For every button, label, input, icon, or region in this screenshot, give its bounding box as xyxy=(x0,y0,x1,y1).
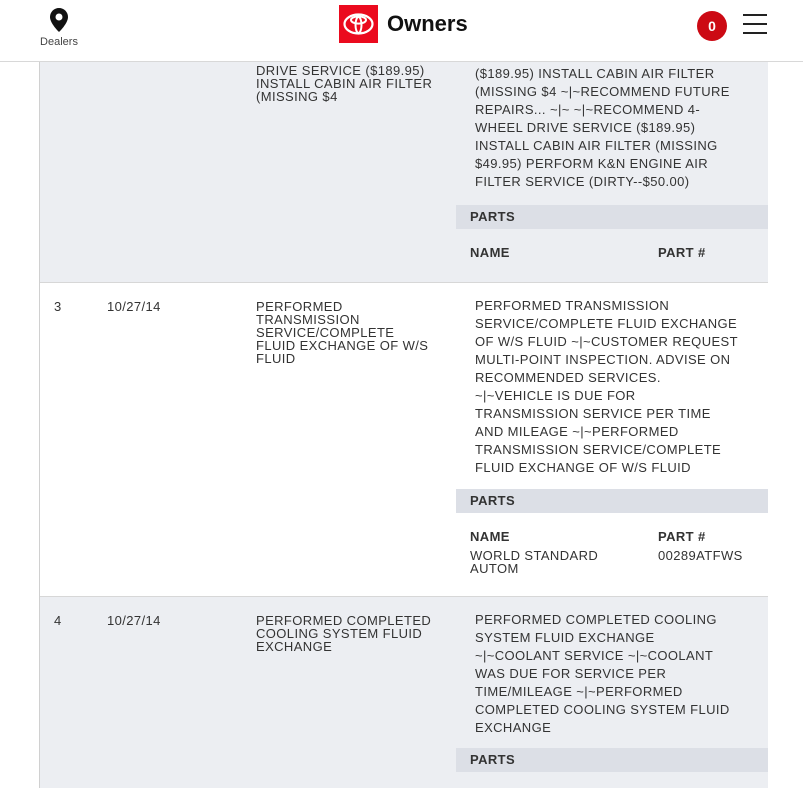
site-header xyxy=(0,0,803,62)
dealers-link[interactable] xyxy=(32,8,86,48)
row-summary: PERFORMED TRANSMISSION SERVICE/COMPLETE FLUID EXCHANGE OF W/S FLUID xyxy=(256,299,429,366)
row-detail: PERFORMED TRANSMISSION SERVICE/COMPLETE FLUID EXCHANGE OF W/S FLUID ~|~CUSTOMER REQUEST MULTI-POINT INSPECTION. ADVISE ON RECOMMENDED SERVICES. ~|~VEHICLE IS DUE FOR TRANSMISSION SERVICE PER TIME AND MILEAGE ~|~PERFORMED TRANSMISSION SERVICE/COMPLETE FLUID EXCHANGE OF W/S FLUID xyxy=(475,298,738,475)
table-row xyxy=(40,597,768,788)
dealers-label: Dealers xyxy=(40,36,78,48)
part-name: WORLD STANDARD AUTOM xyxy=(470,548,599,576)
parts-header: PARTS xyxy=(456,205,768,229)
row-date: 10/27/14 xyxy=(107,613,161,628)
parts-number-header: PART # xyxy=(658,529,706,544)
service-history-table xyxy=(39,0,768,788)
toyota-logo[interactable] xyxy=(339,5,378,43)
brand-title[interactable]: Owners xyxy=(387,11,468,36)
parts-header: PARTS xyxy=(456,489,768,513)
parts-header: PARTS xyxy=(456,748,768,772)
row-detail: PERFORMED COMPLETED COOLING SYSTEM FLUID EXCHANGE ~|~COOLANT SERVICE ~|~COOLANT WAS DUE FOR SERVICE PER TIME/MILEAGE ~|~PERFORMED COMPLETED COOLING SYSTEM FLUID EXCHANGE xyxy=(475,612,730,735)
toyota-emblem-icon xyxy=(339,5,378,43)
cart-badge[interactable]: 0 xyxy=(697,11,727,41)
row-divider xyxy=(40,282,768,283)
hamburger-menu-icon[interactable] xyxy=(743,14,767,34)
part-number: 00289ATFWS xyxy=(658,548,743,563)
row-number: 4 xyxy=(54,613,62,628)
parts-name-header: NAME xyxy=(470,245,510,260)
row-detail: ($189.95) INSTALL CABIN AIR FILTER (MISSING $4 ~|~RECOMMEND FUTURE REPAIRS... ~|~ ~|~RECOMMEND 4-WHEEL DRIVE SERVICE ($189.95) INSTALL CABIN AIR FILTER (MISSING $49.95) PERFORM K&N ENGINE AIR FILTER SERVICE (DIRTY--$50.00) xyxy=(475,66,730,189)
location-pin-icon xyxy=(50,8,68,32)
parts-number-header: PART # xyxy=(658,245,706,260)
row-number: 3 xyxy=(54,299,62,314)
row-summary: PERFORMED COMPLETED COOLING SYSTEM FLUID EXCHANGE xyxy=(256,613,432,654)
table-row xyxy=(40,283,768,596)
parts-name-header: NAME xyxy=(470,529,510,544)
row-summary: DRIVE SERVICE ($189.95) INSTALL CABIN AIR FILTER (MISSING $4 xyxy=(256,63,433,104)
row-date: 10/27/14 xyxy=(107,299,161,314)
